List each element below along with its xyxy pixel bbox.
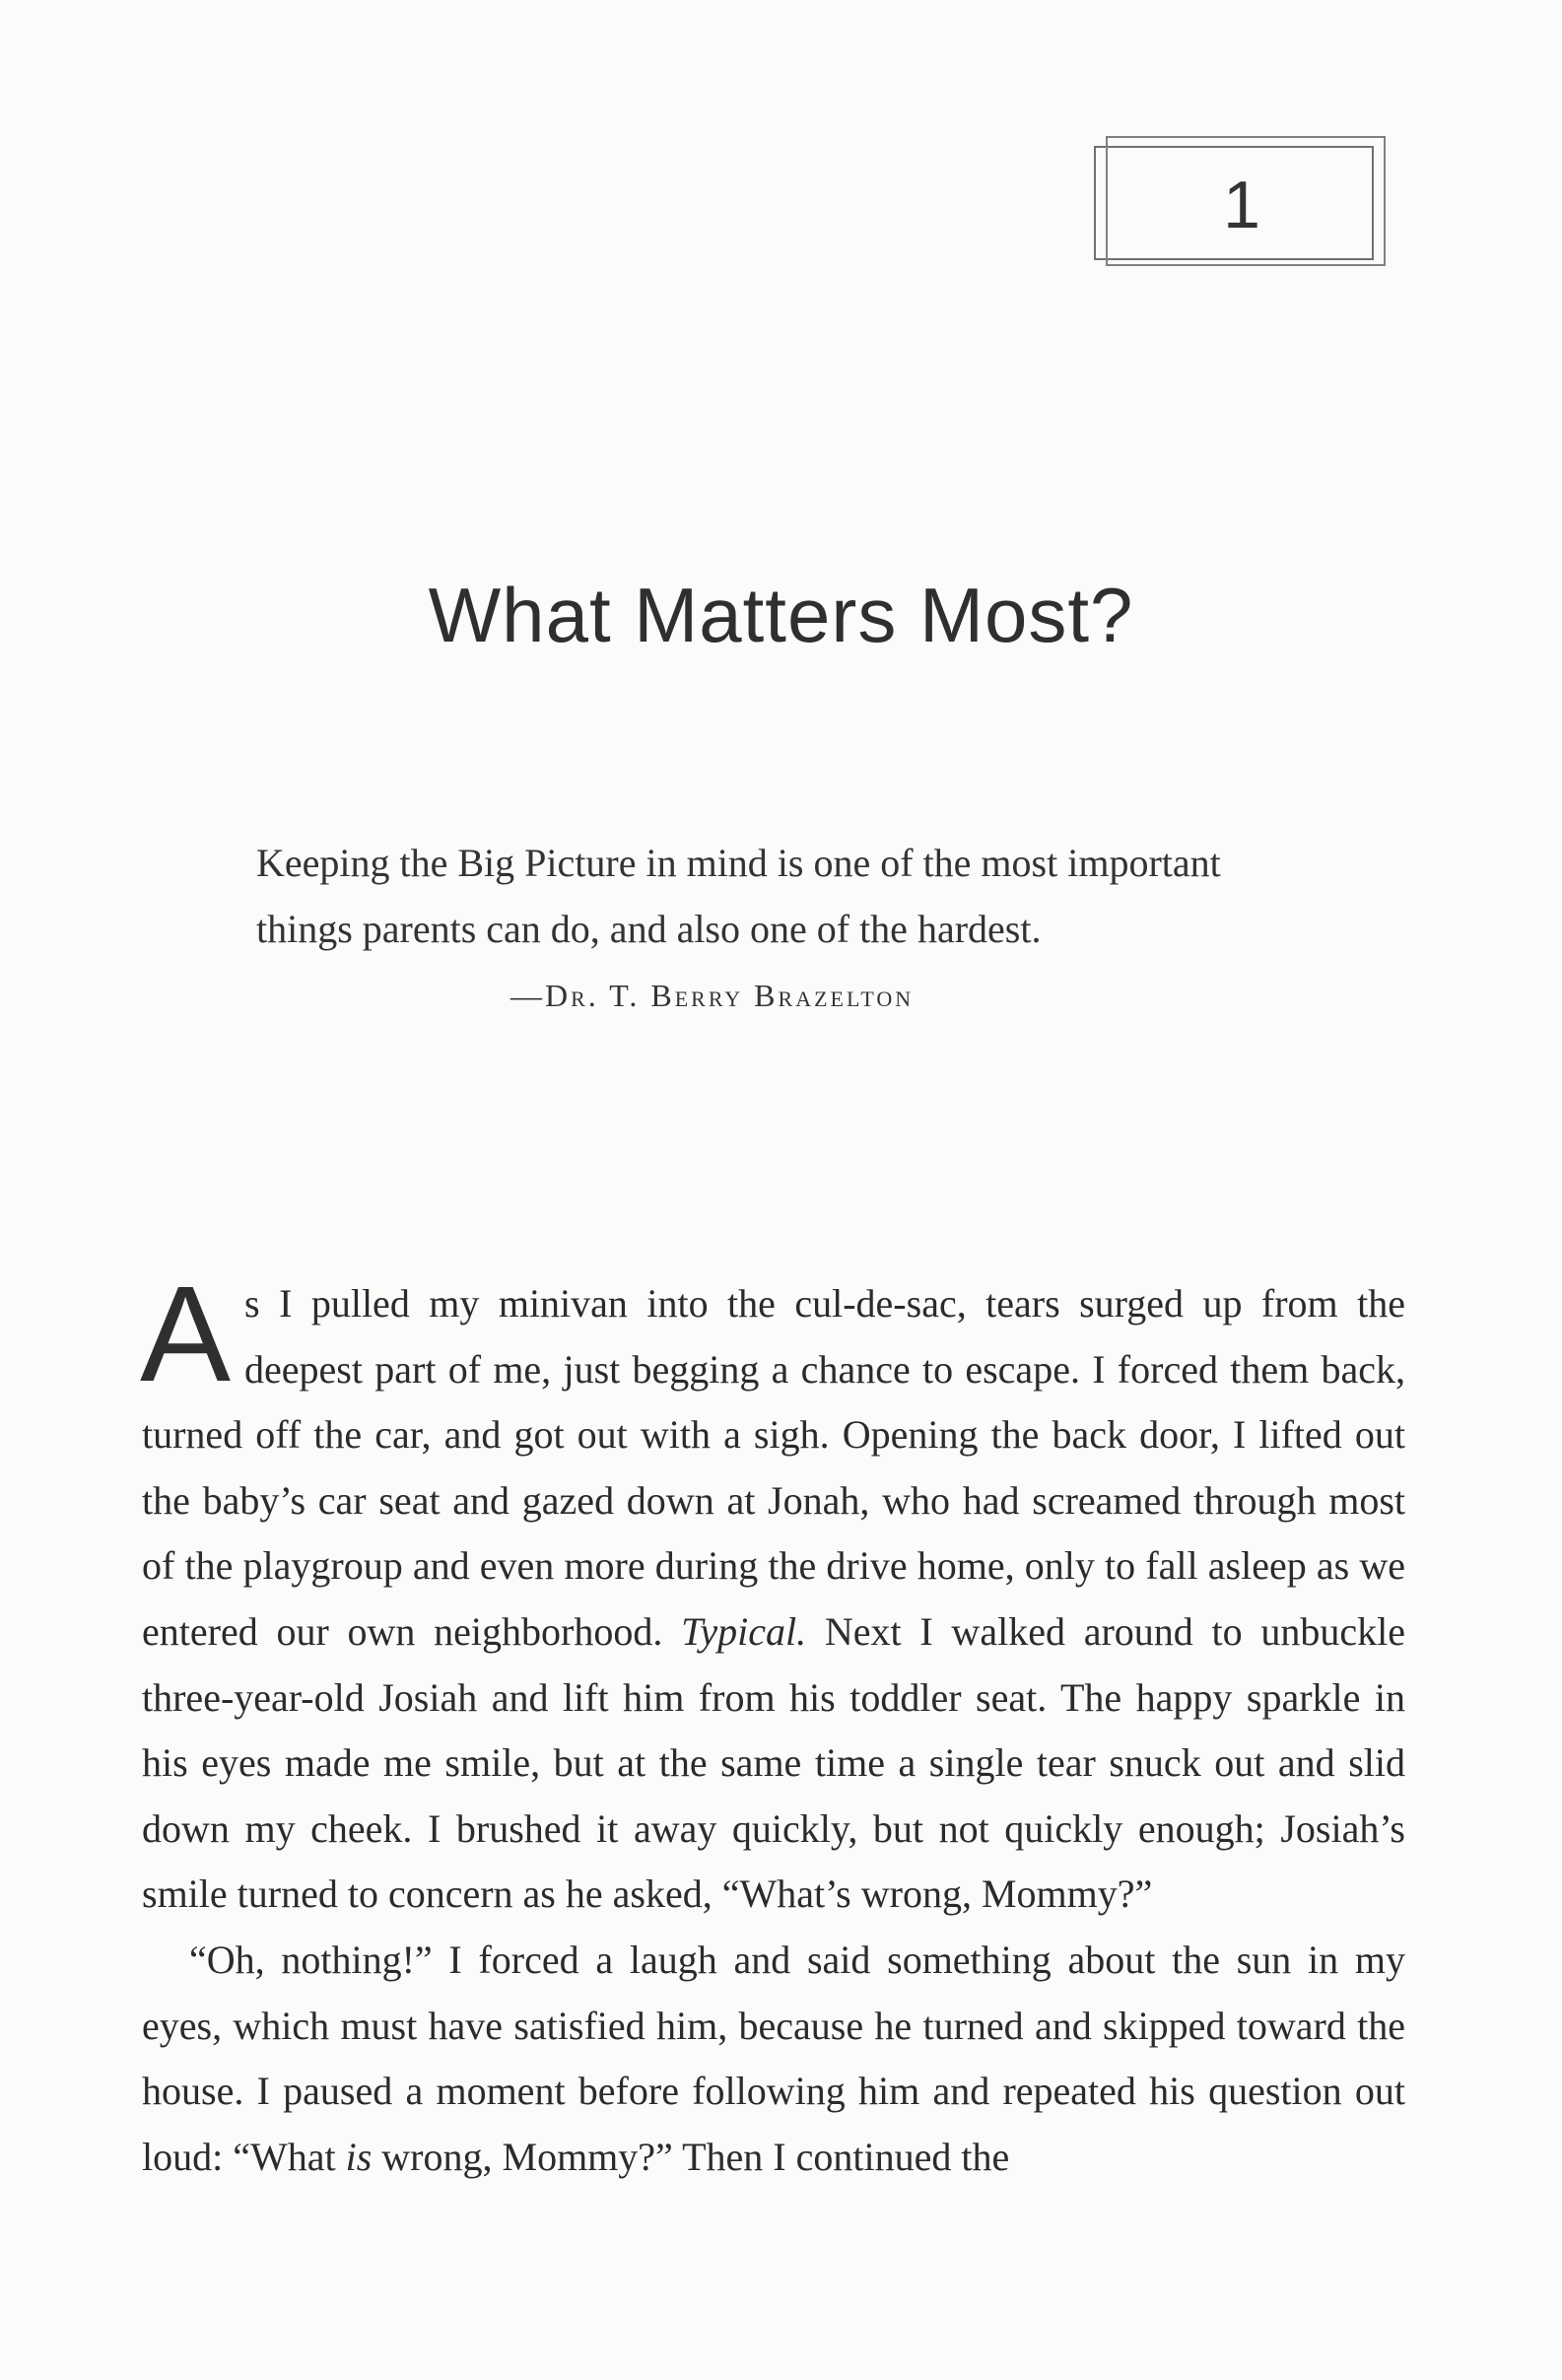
body-text <box>140 1258 1405 2190</box>
paragraph-2-text-b: wrong, Mommy?” Then I continued the <box>372 2134 1010 2179</box>
epigraph-line: things parents can do, and also one of the hardest. <box>256 907 1042 951</box>
chapter-title: What Matters Most? <box>428 572 1134 658</box>
chapter-number-box <box>1094 136 1384 274</box>
drop-cap: A <box>140 1258 232 1410</box>
paragraph-2-italic: is <box>345 2134 373 2179</box>
epigraph <box>256 830 1311 962</box>
paragraph-1-text-a: s I pulled my minivan into the cul-de-sac, tears surged up from the deepest part of me, just begging a chance to escape. I forced them back, turned off the car, and got out with a sigh. Opening the back door, I lifted out the baby’s car seat and gazed down at Jonah, who had screamed through most of the playgroup and even more during the drive home, only to fall asleep as we entered our own neighborhood. <box>142 1281 1405 1654</box>
paragraph-1-italic: Typical. <box>681 1608 807 1654</box>
chapter-number: 1 <box>1223 168 1260 242</box>
paragraph-1 <box>140 1258 1405 1928</box>
paragraph-1-text-b: Next I walked around to unbuckle three-year-old Josiah and lift him from his toddler seat. The happy sparkle in his eyes made me smile, but at the same time a single tear snuck out and slid down my cheek. I brushed it away quickly, but not quickly enough; Josiah’s smile turned to concern as he asked, “What’s wrong, Mommy?” <box>142 1608 1405 1917</box>
epigraph-attribution: —Dr. T. Berry Brazelton <box>510 978 915 1013</box>
epigraph-line: Keeping the Big Picture in mind is one of the most important <box>256 841 1221 885</box>
paragraph-2 <box>142 1928 1405 2190</box>
paragraph-2-text-a: “Oh, nothing!” I forced a laugh and said something about the sun in my eyes, which must have satisfied him, because he turned and skipped toward the house. I paused a moment before following him and repeated his question out loud: “What <box>142 1937 1405 2179</box>
